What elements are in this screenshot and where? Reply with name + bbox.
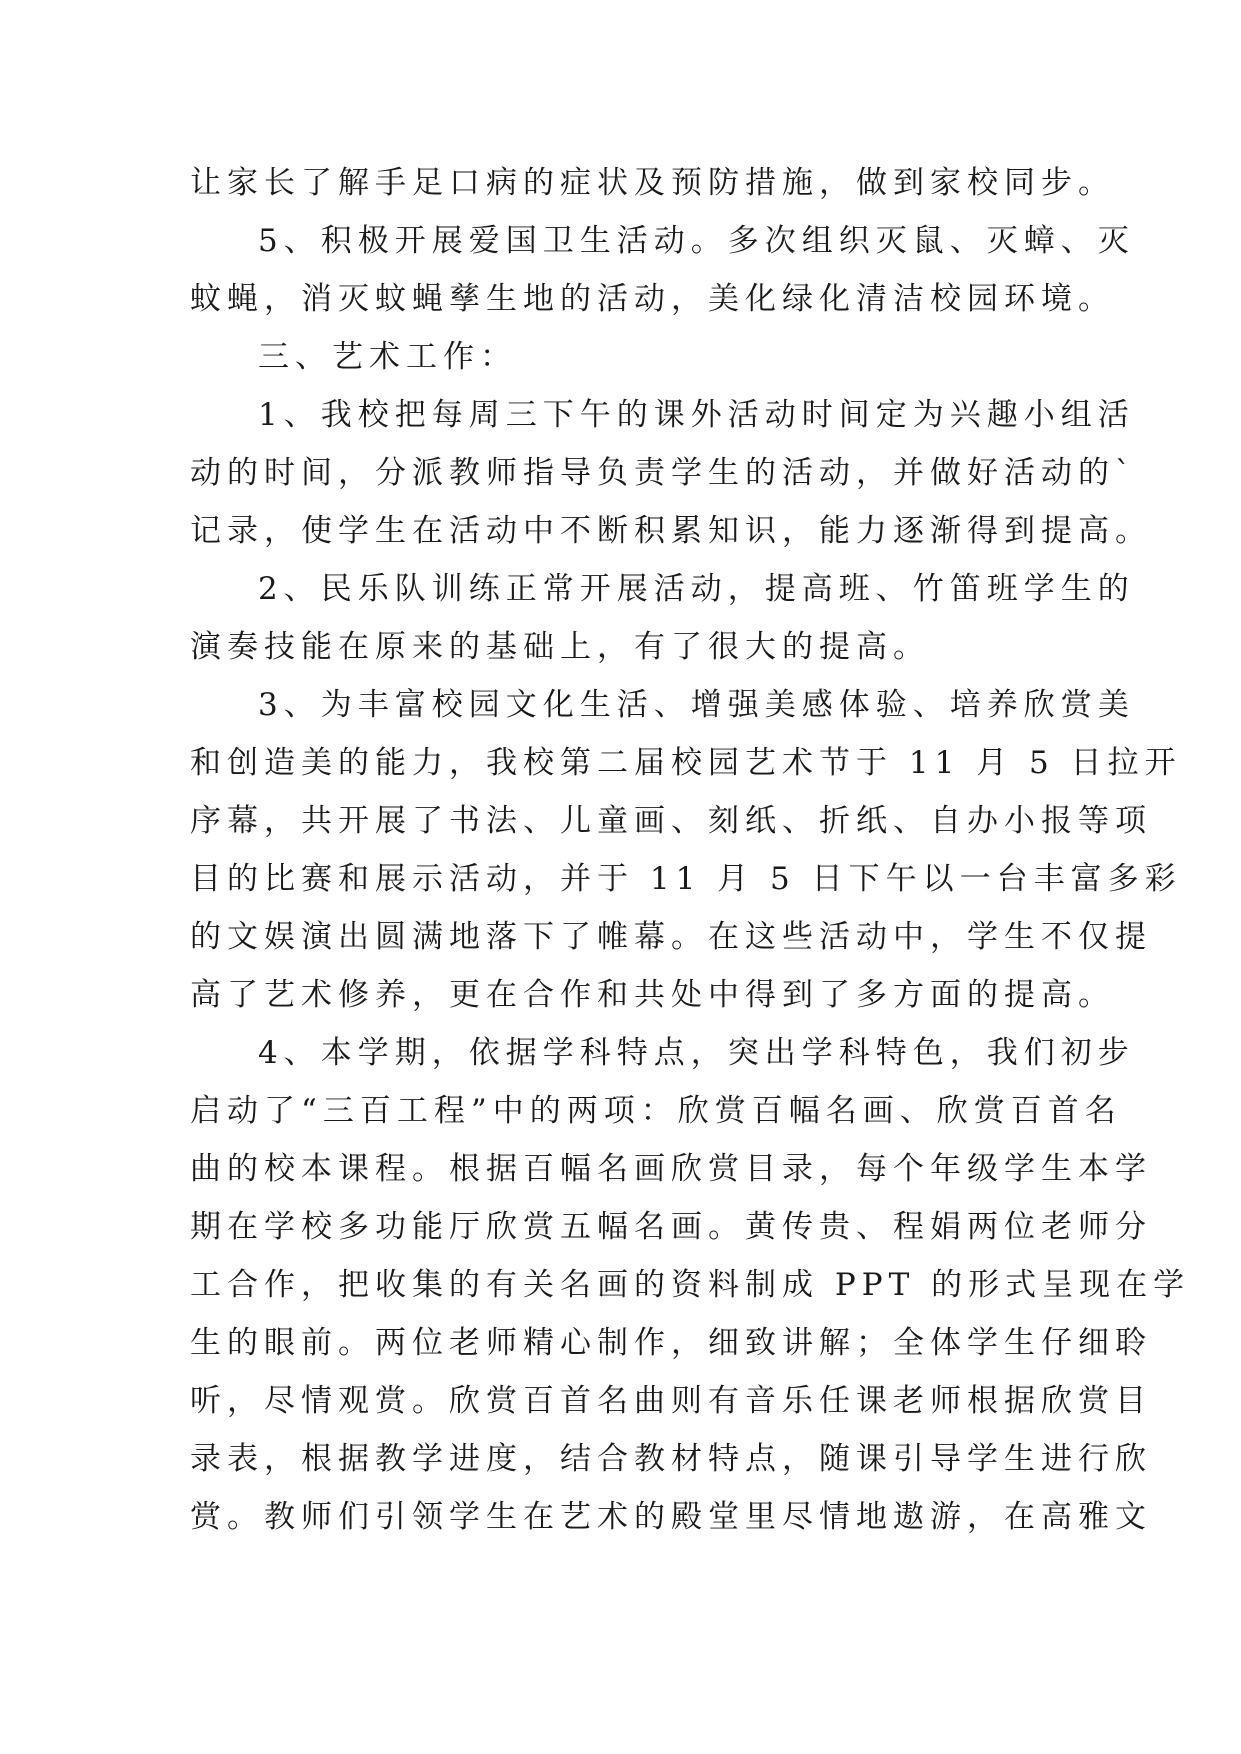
text-line: 期在学校多功能厅欣赏五幅名画。黄传贵、程娟两位老师分 <box>190 1209 1152 1245</box>
text-line: 曲的校本课程。根据百幅名画欣赏目录，每个年级学生本学 <box>190 1151 1152 1187</box>
text-line: 记录，使学生在活动中不断积累知识，能力逐渐得到提高。 <box>190 513 1152 549</box>
text-line: 的文娱演出圆满地落下了帷幕。在这些活动中，学生不仅提 <box>190 919 1152 955</box>
text-line: 录表，根据教学进度，结合教材特点，随课引导学生进行欣 <box>190 1441 1152 1477</box>
text-line: 听，尽情观赏。欣赏百首名曲则有音乐任课老师根据欣赏目 <box>190 1383 1152 1419</box>
text-line: 工合作，把收集的有关名画的资料制成 PPT 的形式呈现在学 <box>190 1267 1191 1303</box>
text-line: 生的眼前。两位老师精心制作，细致讲解；全体学生仔细聆 <box>190 1325 1152 1361</box>
text-line: 启动了“三百工程”中的两项：欣赏百幅名画、欣赏百首名 <box>190 1093 1122 1129</box>
section-heading: 三、艺术工作： <box>258 339 517 375</box>
text-line: 赏。教师们引领学生在艺术的殿堂里尽情地遨游，在高雅文 <box>190 1499 1152 1535</box>
paragraph-line: 5、积极开展爱国卫生活动。多次组织灭鼠、灭蟑、灭 <box>258 223 1135 259</box>
text-line: 目的比赛和展示活动，并于 11 月 5 日下午以一台丰富多彩 <box>190 861 1182 897</box>
paragraph-line: 4、本学期，依据学科特点，突出学科特色，我们初步 <box>258 1035 1135 1071</box>
text-line: 动的时间，分派教师指导负责学生的活动，并做好活动的` <box>190 455 1137 491</box>
document-body <box>190 154 1191 1546</box>
text-line: 高了艺术修养，更在合作和共处中得到了多方面的提高。 <box>190 977 1115 1013</box>
text-line: 蚊蝇，消灭蚊蝇孳生地的活动，美化绿化清洁校园环境。 <box>190 281 1115 317</box>
paragraph-line: 2、民乐队训练正常开展活动，提高班、竹笛班学生的 <box>258 571 1135 607</box>
text-line: 让家长了解手足口病的症状及预防措施，做到家校同步。 <box>190 165 1115 201</box>
text-line: 演奏技能在原来的基础上，有了很大的提高。 <box>190 629 930 665</box>
text-line: 和创造美的能力，我校第二届校园艺术节于 11 月 5 日拉开 <box>190 745 1182 781</box>
paragraph-line: 3、为丰富校园文化生活、增强美感体验、培养欣赏美 <box>258 687 1135 723</box>
paragraph-line: 1、我校把每周三下午的课外活动时间定为兴趣小组活 <box>258 397 1135 433</box>
text-line: 序幕，共开展了书法、儿童画、刻纸、折纸、自办小报等项 <box>190 803 1152 839</box>
